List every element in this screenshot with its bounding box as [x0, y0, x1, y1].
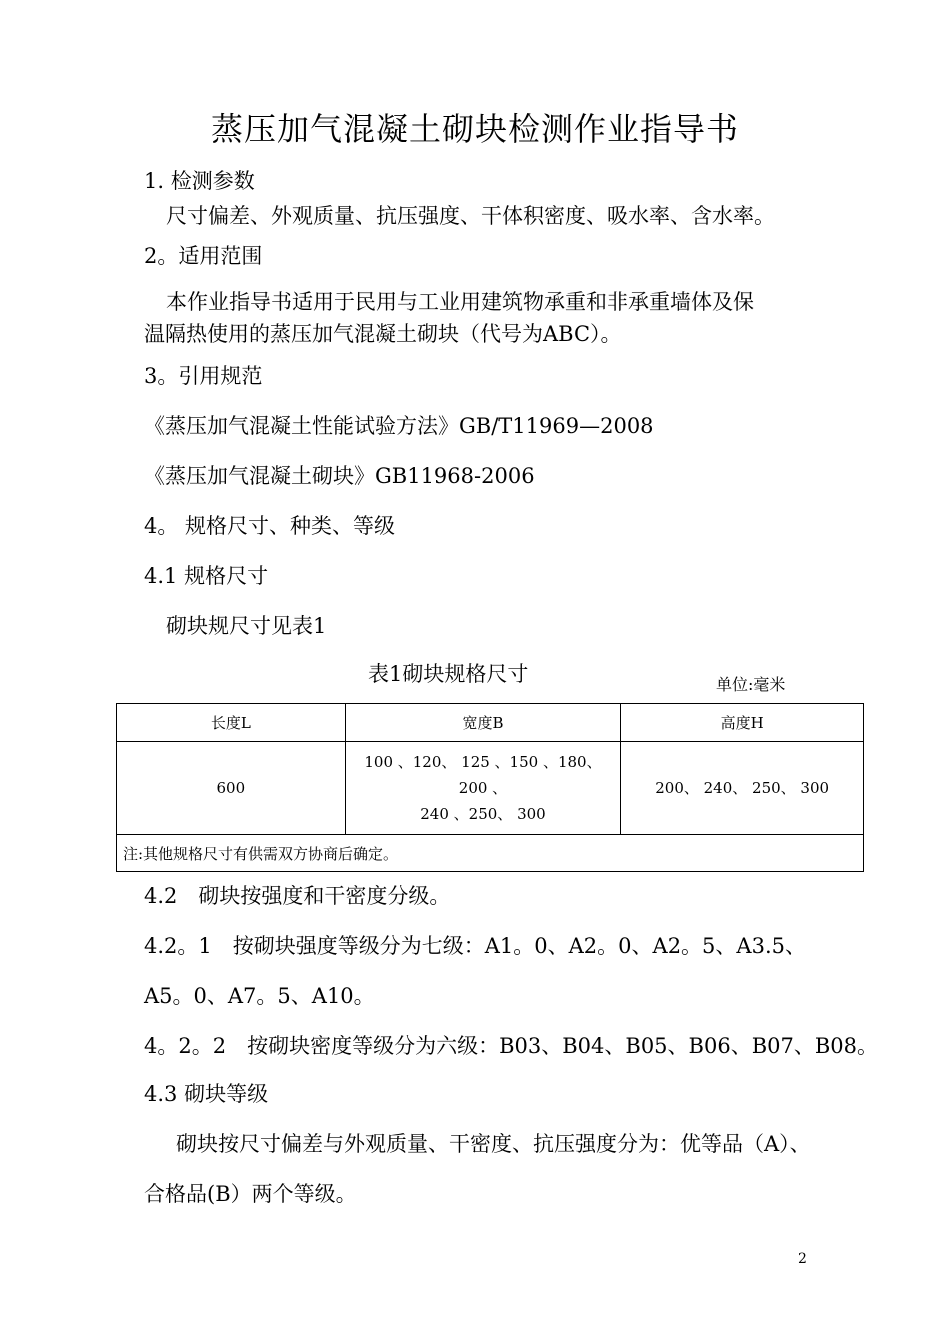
- cell-width-line-2: 240 、250、 300: [420, 805, 546, 823]
- header-width: 宽度B: [345, 704, 621, 742]
- reference-1: 《蒸压加气混凝土性能试验方法》GB/T11969—2008: [144, 414, 654, 438]
- table-row: [117, 742, 864, 835]
- section-1-heading: 1. 检测参数: [144, 169, 255, 193]
- header-length: 长度L: [117, 704, 346, 742]
- section-4-2-1-line-2: A5。0、A7。5、A10。: [144, 984, 375, 1008]
- section-4-2-2: 4。2。2 按砌块密度等级分为六级：B03、B04、B05、B06、B07、B08。: [144, 1034, 879, 1058]
- section-1-text: 尺寸偏差、外观质量、抗压强度、干体积密度、吸水率、含水率。: [166, 204, 775, 228]
- section-4-1-heading: 4.1 规格尺寸: [144, 564, 269, 588]
- size-spec-table: [116, 703, 864, 872]
- section-2-line-2: 温隔热使用的蒸压加气混凝土砌块（代号为ABC）。: [144, 322, 622, 346]
- section-3-heading: 3。引用规范: [144, 364, 263, 388]
- section-4-3-line-1: 砌块按尺寸偏差与外观质量、干密度、抗压强度分为：优等品（A）、: [176, 1132, 811, 1156]
- section-2-heading: 2。适用范围: [144, 244, 263, 268]
- header-height: 高度H: [621, 704, 864, 742]
- cell-height: 200、 240、 250、 300: [621, 742, 864, 835]
- page-number: 2: [798, 1251, 807, 1267]
- cell-length: 600: [117, 742, 346, 835]
- cell-width: [345, 742, 621, 835]
- table-header-row: [117, 704, 864, 742]
- table-note: 注:其他规格尺寸有供需双方协商后确定。: [117, 835, 864, 872]
- section-2-line-1: 本作业指导书适用于民用与工业用建筑物承重和非承重墙体及保: [166, 290, 754, 314]
- section-4-1-text: 砌块规尺寸见表1: [166, 614, 327, 638]
- table-caption: 表1砌块规格尺寸: [368, 662, 529, 686]
- cell-width-line-1: 100 、120、 125 、150 、180、200 、: [364, 753, 602, 797]
- document-title: 蒸压加气混凝土砌块检测作业指导书: [210, 110, 739, 148]
- table-note-row: [117, 835, 864, 872]
- section-4-2-1-line-1: 4.2。1 按砌块强度等级分为七级：A1。0、A2。0、A2。5、A3.5、: [144, 934, 806, 958]
- section-4-2-heading: 4.2 砌块按强度和干密度分级。: [144, 884, 451, 908]
- section-4-heading: 4。 规格尺寸、种类、等级: [144, 514, 396, 538]
- reference-2: 《蒸压加气混凝土砌块》GB11968-2006: [144, 464, 535, 488]
- section-4-3-line-2: 合格品(B）两个等级。: [144, 1182, 357, 1206]
- table-unit: 单位:毫米: [716, 675, 786, 694]
- section-4-3-heading: 4.3 砌块等级: [144, 1082, 269, 1106]
